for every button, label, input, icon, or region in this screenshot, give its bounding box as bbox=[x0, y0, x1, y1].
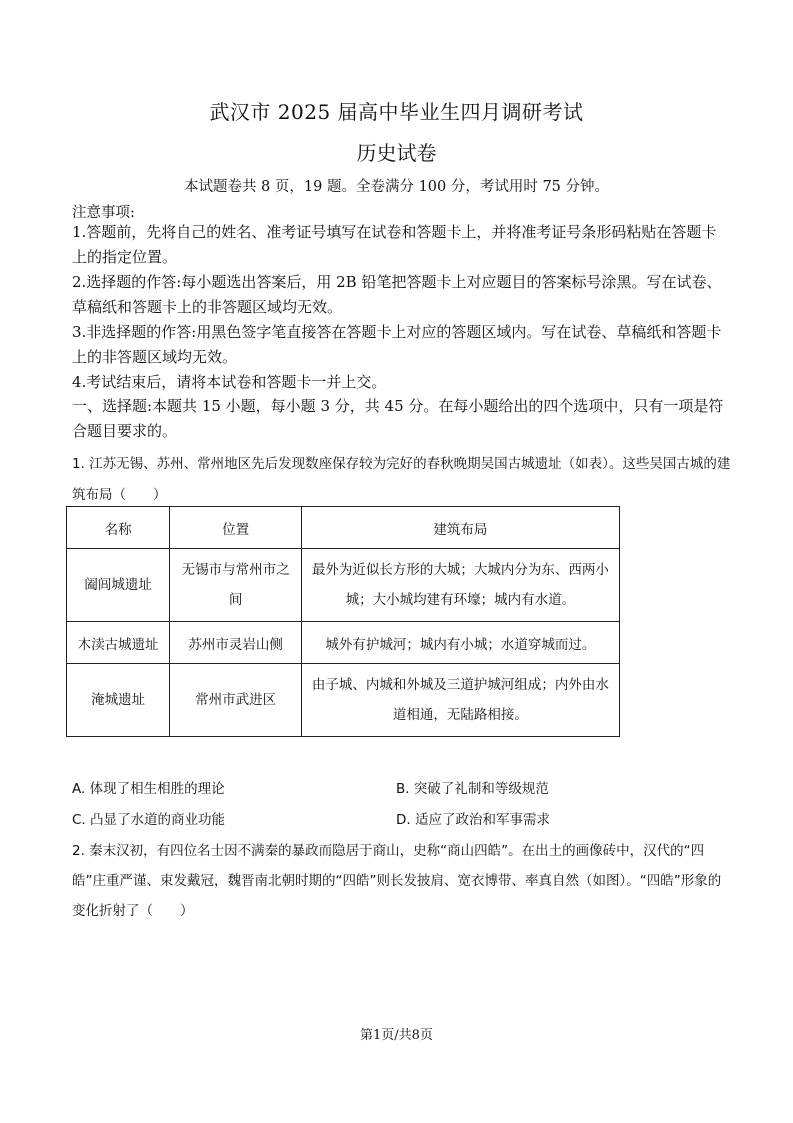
notice-item: 1.答题前，先将自己的姓名、准考证号填写在试卷和答题卡上，并将准考证号条形码粘贴在答题卡上的指定位置。 bbox=[72, 223, 717, 266]
notice-item: 3.非选择题的作答:用黑色签字笔直接答在答题卡上对应的答题区域内。写在试卷、草稿纸和答题卡上的非答题区域均无效。 bbox=[72, 323, 722, 366]
exam-meta: 本试题卷共 8 页，19 题。全卷满分 100 分，考试用时 75 分钟。 bbox=[183, 179, 610, 195]
question-1-option-d: D. 适应了政治和军事需求 bbox=[396, 812, 550, 828]
notice-item: 2.选择题的作答:每小题选出答案后，用 2B 铅笔把答题卡上对应题目的答案标号涂黑。写在试卷、草稿纸和答题卡上的非答题区域均无效。 bbox=[72, 273, 722, 316]
table-header-layout: 建筑布局 bbox=[301, 507, 619, 549]
notice-heading: 注意事项: bbox=[72, 205, 135, 221]
table-cell-name: 木渎古城遗址 bbox=[67, 622, 170, 664]
exam-subtitle: 历史试卷 bbox=[356, 141, 437, 165]
table-row bbox=[67, 622, 620, 664]
table-cell-layout: 最外为近似长方形的大城；大城内分为东、西两小城；大小城均建有环壕；城内有水道。 bbox=[301, 549, 619, 622]
table-cell-name: 阖闾城遗址 bbox=[67, 549, 170, 622]
ruins-table bbox=[66, 506, 620, 737]
table-row bbox=[67, 549, 620, 622]
table-cell-layout: 城外有护城河；城内有小城；水道穿城而过。 bbox=[301, 622, 619, 664]
question-1-option-a: A. 体现了相生相胜的理论 bbox=[72, 781, 225, 797]
table-cell-layout: 由子城、内城和外城及三道护城河组成；内外由水道相通，无陆路相接。 bbox=[301, 664, 619, 737]
exam-title: 武汉市 2025 届高中毕业生四月调研考试 bbox=[209, 100, 584, 124]
question-1-stem: 1. 江苏无锡、苏州、常州地区先后发现数座保存较为完好的春秋晚期吴国古城遗址（如表）。这些吴国古城的建筑布局（ ） bbox=[72, 456, 731, 503]
table-cell-location: 常州市武进区 bbox=[170, 664, 301, 737]
table-header-name: 名称 bbox=[67, 507, 170, 549]
table-cell-location: 苏州市灵岩山侧 bbox=[170, 622, 301, 664]
table-header-row bbox=[67, 507, 620, 549]
table-cell-location: 无锡市与常州市之间 bbox=[170, 549, 301, 622]
question-2-stem: 2. 秦末汉初，有四位名士因不满秦的暴政而隐居于商山，史称“商山四皓”。在出土的画像砖中，汉代的“四皓”庄重严谨、束发戴冠，魏晋南北朝时期的“四皓”则长发披肩、宽衣博带、率真自然（如图）。“四皓”形象的变化折射了（ ） bbox=[72, 843, 722, 919]
table-row bbox=[67, 664, 620, 737]
question-1-option-c: C. 凸显了水道的商业功能 bbox=[72, 812, 226, 828]
section-heading: 一、选择题:本题共 15 小题，每小题 3 分，共 45 分。在每小题给出的四个选项中，只有一项是符合题目要求的。 bbox=[72, 397, 724, 440]
question-1-option-b: B. 突破了礼制和等级规范 bbox=[396, 781, 549, 797]
notice-item: 4.考试结束后，请将本试卷和答题卡一并上交。 bbox=[72, 373, 387, 391]
page-footer: 第1页/共8页 bbox=[360, 1028, 433, 1043]
table-cell-name: 淹城遗址 bbox=[67, 664, 170, 737]
table-header-location: 位置 bbox=[170, 507, 301, 549]
